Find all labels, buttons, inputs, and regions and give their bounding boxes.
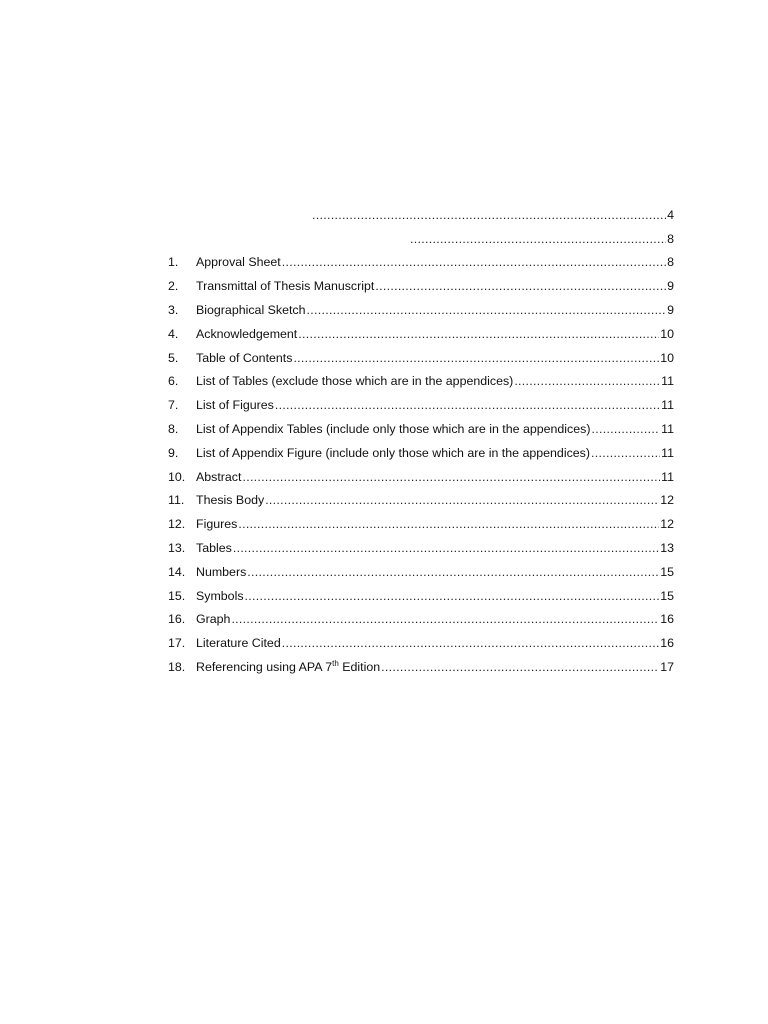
toc-entry <box>168 465 674 489</box>
toc-page-number: 15 <box>660 588 674 603</box>
dot-leader <box>514 374 660 388</box>
toc-entry-title-text: List of Appendix Figure (include only those which are in the appendices) <box>196 445 590 460</box>
toc-entry-number: 14. <box>168 564 186 579</box>
toc-page-number: 15 <box>660 564 674 579</box>
toc-page-number: 4 <box>667 207 674 222</box>
toc-entry-number: 9. <box>168 445 179 460</box>
toc-entry <box>168 608 674 632</box>
toc-page-number: 13 <box>660 541 674 556</box>
toc-entry <box>168 370 674 394</box>
toc-entry-title-text: Thesis Body <box>196 493 265 508</box>
toc-entry-title-text: Figures <box>196 517 238 532</box>
toc-entry-title <box>196 398 275 412</box>
toc-entry-number: 16. <box>168 612 186 627</box>
toc-entry <box>168 417 674 441</box>
toc-entry-title <box>196 351 293 365</box>
toc-entry-title <box>196 422 591 436</box>
toc-entry-superscript: th <box>332 658 339 668</box>
dot-leader <box>238 517 659 531</box>
toc-page-number: 11 <box>661 469 674 484</box>
toc-entry-title <box>196 470 242 484</box>
toc-entry-number: 1. <box>168 255 179 270</box>
dot-leader <box>242 470 660 484</box>
toc-entry-title <box>196 565 247 579</box>
toc-entry-title-text: Tables <box>196 541 232 556</box>
toc-page-number: 9 <box>667 303 674 318</box>
dot-leader <box>247 565 659 579</box>
toc-entry <box>168 489 674 513</box>
toc-entry-number: 15. <box>168 588 186 603</box>
toc-entry-title-text: List of Figures <box>196 398 274 413</box>
toc-page-number: 11 <box>661 398 674 413</box>
toc-page-number: 17 <box>660 660 674 675</box>
toc-entry-number: 18. <box>168 660 186 675</box>
dot-leader <box>293 351 659 365</box>
dot-leader <box>312 208 666 222</box>
toc-entry-title <box>196 517 238 531</box>
toc-entry-number: 17. <box>168 636 186 651</box>
toc-page-number: 8 <box>667 255 674 270</box>
toc-entry <box>168 655 674 679</box>
toc-entry <box>168 441 674 465</box>
toc-page-number: 11 <box>661 374 674 389</box>
toc-entry-title <box>196 636 282 650</box>
dot-leader <box>231 612 659 626</box>
dot-leader <box>245 589 660 603</box>
toc-page-number: 11 <box>661 422 674 437</box>
toc-entry <box>168 536 674 560</box>
toc-entry-title <box>196 541 233 555</box>
dot-leader <box>591 446 660 460</box>
dot-leader <box>233 541 659 555</box>
toc-entry-title-suffix: Edition <box>338 660 381 675</box>
toc-entry-title-text: Literature Cited <box>196 636 281 651</box>
toc-entry <box>168 346 674 370</box>
toc-entry-number: 13. <box>168 541 186 556</box>
toc-entry-number: 3. <box>168 303 179 318</box>
toc-entry <box>168 298 674 322</box>
toc-entry-number: 4. <box>168 326 179 341</box>
toc-page-number: 16 <box>660 636 674 651</box>
dot-leader <box>307 303 667 317</box>
toc-page-number: 12 <box>660 517 674 532</box>
toc-entry-number: 11. <box>168 493 185 508</box>
dot-leader <box>265 493 659 507</box>
toc-page-number: 16 <box>660 612 674 627</box>
toc-entry <box>168 322 674 346</box>
toc-page-number: 11 <box>661 445 674 460</box>
toc-entry-title-text: Graph <box>196 612 231 627</box>
toc-entry-title <box>196 303 307 317</box>
toc-entry-number: 8. <box>168 422 179 437</box>
toc-entry-title <box>196 612 231 626</box>
toc-entry-number: 6. <box>168 374 179 389</box>
dot-leader <box>591 422 660 436</box>
toc-entry-number: 7. <box>168 398 179 413</box>
toc-entry-title-text: List of Tables (exclude those which are in the appendices) <box>196 374 514 389</box>
toc-entry-title-text: Table of Contents <box>196 350 293 365</box>
toc-leader-row <box>168 203 674 227</box>
toc-entry-title-text: Numbers <box>196 564 247 579</box>
table-of-contents <box>168 203 674 679</box>
toc-entry <box>168 251 674 275</box>
toc-entry-title-text: Acknowledgement <box>196 326 298 341</box>
toc-entry-title-text: List of Appendix Tables (include only those which are in the appendices) <box>196 422 591 437</box>
toc-entry <box>168 560 674 584</box>
toc-entry-title-text: Approval Sheet <box>196 255 281 270</box>
toc-entry-title-text: Abstract <box>196 469 242 484</box>
toc-entry <box>168 584 674 608</box>
dot-leader <box>282 636 659 650</box>
toc-entry-title-text: Referencing using APA 7 <box>196 660 333 675</box>
toc-entry-title <box>196 446 591 460</box>
toc-leader-row <box>168 227 674 251</box>
toc-page-number: 10 <box>660 350 674 365</box>
toc-page-number: 8 <box>667 231 674 246</box>
toc-entry-title <box>196 660 381 674</box>
toc-entry-title-text: Symbols <box>196 588 244 603</box>
toc-entry <box>168 274 674 298</box>
dot-leader <box>410 232 666 246</box>
toc-entry <box>168 631 674 655</box>
dot-leader <box>275 398 660 412</box>
toc-entry-title <box>196 279 375 293</box>
toc-entry-number: 10. <box>168 469 186 484</box>
toc-entry-title-text: Transmittal of Thesis Manuscript <box>196 279 375 294</box>
toc-page-number: 12 <box>660 493 674 508</box>
dot-leader <box>381 660 659 674</box>
toc-page-number: 9 <box>667 279 674 294</box>
toc-entry-title <box>196 589 245 603</box>
dot-leader <box>282 255 666 269</box>
toc-entry-number: 12. <box>168 517 186 532</box>
toc-entry-title <box>196 327 298 341</box>
toc-entry <box>168 512 674 536</box>
toc-page-number: 10 <box>660 326 674 341</box>
toc-entry-title <box>196 255 282 269</box>
dot-leader <box>298 327 659 341</box>
toc-entry <box>168 393 674 417</box>
toc-entry-number: 2. <box>168 279 179 294</box>
toc-entry-title <box>196 374 514 388</box>
toc-entry-title <box>196 493 265 507</box>
toc-entry-number: 5. <box>168 350 179 365</box>
toc-entry-title-text: Biographical Sketch <box>196 303 306 318</box>
dot-leader <box>375 279 666 293</box>
